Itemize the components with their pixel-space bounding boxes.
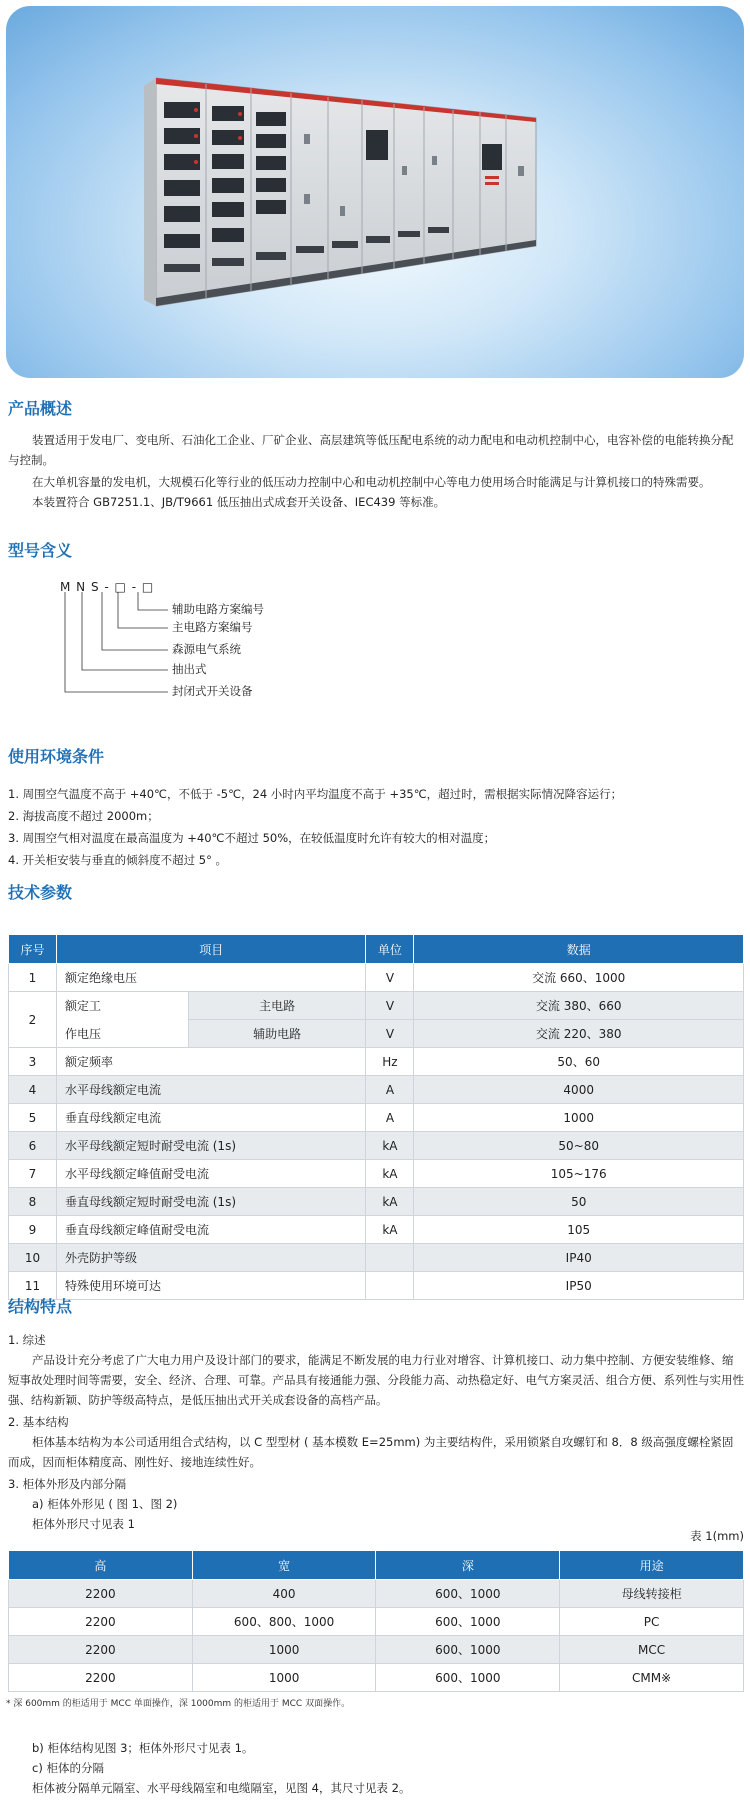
table-row <box>9 1580 744 1608</box>
cell-item: 外壳防护等级 <box>56 1244 366 1272</box>
structure-paragraph-1: 产品设计充分考虑了广大电力用户及设计部门的要求，能满足不断发展的电力行业对增容、计算机接口、动力集中控制、方便安装维修、缩短事故处理时间等需要，安全、经济、合理、可靠。产品具有接通能力强、分段能力高、动热稳定好、电气方案灵活、组合方便、系列性与实用性强、结构新颖、防护等级高特点，是低压抽出式开关成套设备的高档产品。 <box>8 1353 744 1407</box>
cell-use: MCC <box>560 1636 744 1664</box>
table-row <box>9 1160 744 1188</box>
cell-data: 105 <box>414 1216 744 1244</box>
cell-no: 3 <box>9 1048 57 1076</box>
cell-height: 2200 <box>9 1608 193 1636</box>
cell-no: 9 <box>9 1216 57 1244</box>
cell-depth: 600、1000 <box>376 1608 560 1636</box>
cell-unit <box>366 1244 414 1272</box>
section-title-tech: 技术参数 <box>8 883 73 902</box>
structure-item-b: b) 柜体结构见图 3；柜体外形尺寸见表 1。 <box>32 1741 254 1755</box>
cell-item: 特殊使用环境可达 <box>56 1272 366 1300</box>
table-row <box>9 1048 744 1076</box>
table-row <box>9 1076 744 1104</box>
product-photo <box>6 6 744 378</box>
cell-unit: kA <box>366 1216 414 1244</box>
structure-item-a-2: 柜体外形尺寸见表 1 <box>32 1517 135 1531</box>
environment-item-2: 2. 海拔高度不超过 2000m； <box>8 809 159 823</box>
cell-item: 作电压 <box>56 1020 188 1048</box>
cell-depth: 600、1000 <box>376 1636 560 1664</box>
cell-unit <box>366 1272 414 1300</box>
cell-unit: kA <box>366 1188 414 1216</box>
cell-data: IP40 <box>414 1244 744 1272</box>
cell-unit: kA <box>366 1132 414 1160</box>
section-title-overview: 产品概述 <box>8 399 73 418</box>
tech-col-item: 项目 <box>56 935 366 964</box>
cell-data: 1000 <box>414 1104 744 1132</box>
table-row <box>9 1664 744 1692</box>
table-caption: 表 1(mm) <box>690 1529 744 1543</box>
tech-col-unit: 单位 <box>366 935 414 964</box>
switchgear-illustration <box>6 6 744 378</box>
cell-data: 50~80 <box>414 1132 744 1160</box>
table-row <box>9 1020 744 1048</box>
table-row <box>9 1244 744 1272</box>
cell-item: 额定绝缘电压 <box>56 964 366 992</box>
cell-unit: A <box>366 1104 414 1132</box>
structure-heading-1: 1. 综述 <box>8 1333 46 1347</box>
section-title-structure: 结构特点 <box>8 1297 73 1316</box>
structure-item-c-2: 柜体被分隔单元隔室、水平母线隔室和电缆隔室，见图 4，其尺寸见表 2。 <box>32 1781 411 1795</box>
overview-paragraph-2: 在大单机容量的发电机，大规模石化等行业的低压动力控制中心和电动机控制中心等电力使用场合时能满足与计算机接口的特殊需要。 <box>32 475 711 489</box>
cell-use: 母线转接柜 <box>560 1580 744 1608</box>
dimension-table-header <box>9 1551 744 1580</box>
table-row <box>9 1104 744 1132</box>
cell-no: 10 <box>9 1244 57 1272</box>
environment-item-3: 3. 周围空气相对温度在最高温度为 +40℃不超过 50%，在较低温度时允许有较大的相对温度； <box>8 831 496 845</box>
model-label-main-circuit: 主电路方案编号 <box>172 620 253 634</box>
table-row <box>9 1272 744 1300</box>
cell-no: 6 <box>9 1132 57 1160</box>
structure-heading-3: 3. 柜体外形及内部分隔 <box>8 1477 127 1491</box>
dim-col-height: 高 <box>9 1551 193 1580</box>
table-row <box>9 992 744 1020</box>
cell-no: 11 <box>9 1272 57 1300</box>
cell-data: 50 <box>414 1188 744 1216</box>
cell-unit: V <box>366 992 414 1020</box>
cell-unit: V <box>366 1020 414 1048</box>
tech-table-header <box>9 935 744 964</box>
cell-data: 交流 380、660 <box>414 992 744 1020</box>
section-title-environment: 使用环境条件 <box>8 747 105 766</box>
cell-no: 8 <box>9 1188 57 1216</box>
model-code-diagram <box>60 580 320 710</box>
table-footnote: * 深 600mm 的柜适用于 MCC 单面操作，深 1000mm 的柜适用于 MCC 双面操作。 <box>6 1699 351 1709</box>
model-label-withdrawable: 抽出式 <box>172 662 207 676</box>
cell-width: 400 <box>192 1580 376 1608</box>
model-code: M N S - □ - □ <box>60 580 155 594</box>
cell-data: 50、60 <box>414 1048 744 1076</box>
cell-data: 交流 220、380 <box>414 1020 744 1048</box>
section-title-model: 型号含义 <box>8 541 73 560</box>
environment-item-4: 4. 开关柜安装与垂直的倾斜度不超过 5° 。 <box>8 853 228 867</box>
cell-unit: Hz <box>366 1048 414 1076</box>
cell-no: 7 <box>9 1160 57 1188</box>
table-row <box>9 1132 744 1160</box>
cell-depth: 600、1000 <box>376 1664 560 1692</box>
overview-paragraph-1: 装置适用于发电厂、变电所、石油化工企业、厂矿企业、高层建筑等低压配电系统的动力配电和电动机控制中心，电容补偿的电能转换分配与控制。 <box>8 433 734 467</box>
cell-data: 4000 <box>414 1076 744 1104</box>
table-row <box>9 1608 744 1636</box>
cell-use: PC <box>560 1608 744 1636</box>
table-row <box>9 1636 744 1664</box>
cell-unit: A <box>366 1076 414 1104</box>
cell-use: CMM※ <box>560 1664 744 1692</box>
cell-item: 垂直母线额定电流 <box>56 1104 366 1132</box>
cell-item: 水平母线额定峰值耐受电流 <box>56 1160 366 1188</box>
cell-no: 1 <box>9 964 57 992</box>
dim-col-depth: 深 <box>376 1551 560 1580</box>
structure-item-a: a) 柜体外形见 ( 图 1、图 2) <box>32 1497 178 1511</box>
dim-col-use: 用途 <box>560 1551 744 1580</box>
cell-data: 交流 660、1000 <box>414 964 744 992</box>
environment-item-1: 1. 周围空气温度不高于 +40℃，不低于 -5℃，24 小时内平均温度不高于 +35℃，超过时，需根据实际情况降容运行； <box>8 787 623 801</box>
cell-item: 额定工 <box>56 992 188 1020</box>
dim-col-width: 宽 <box>192 1551 376 1580</box>
cell-width: 1000 <box>192 1664 376 1692</box>
cell-data: 105~176 <box>414 1160 744 1188</box>
model-label-enclosed: 封闭式开关设备 <box>172 684 253 698</box>
cell-subitem: 辅助电路 <box>188 1020 366 1048</box>
tech-params-table <box>8 934 744 1300</box>
cell-item: 垂直母线额定短时耐受电流 (1s) <box>56 1188 366 1216</box>
cell-height: 2200 <box>9 1636 193 1664</box>
structure-heading-2: 2. 基本结构 <box>8 1415 69 1429</box>
cell-width: 1000 <box>192 1636 376 1664</box>
cell-data: IP50 <box>414 1272 744 1300</box>
cell-depth: 600、1000 <box>376 1580 560 1608</box>
overview-paragraph-3: 本装置符合 GB7251.1、JB/T9661 低压抽出式成套开关设备、IEC439 等标准。 <box>32 495 446 509</box>
structure-paragraph-2: 柜体基本结构为本公司适用组合式结构，以 C 型型材 ( 基本模数 E=25mm) 为主要结构件，采用锁紧自攻螺钉和 8．8 级高强度螺栓紧固而成，因而柜体精度高、刚性好、接地连续性好。 <box>8 1435 734 1469</box>
cell-unit: kA <box>366 1160 414 1188</box>
table-row <box>9 964 744 992</box>
model-label-system: 森源电气系统 <box>172 642 241 656</box>
cell-item: 垂直母线额定峰值耐受电流 <box>56 1216 366 1244</box>
cell-no: 4 <box>9 1076 57 1104</box>
model-label-aux-circuit: 辅助电路方案编号 <box>172 602 264 616</box>
cell-item: 水平母线额定电流 <box>56 1076 366 1104</box>
cell-height: 2200 <box>9 1580 193 1608</box>
table-row <box>9 1188 744 1216</box>
dimension-table <box>8 1550 744 1692</box>
tech-col-no: 序号 <box>9 935 57 964</box>
cell-height: 2200 <box>9 1664 193 1692</box>
cell-subitem: 主电路 <box>188 992 366 1020</box>
cell-no: 5 <box>9 1104 57 1132</box>
table-row <box>9 1216 744 1244</box>
structure-item-c: c) 柜体的分隔 <box>32 1761 104 1775</box>
cell-width: 600、800、1000 <box>192 1608 376 1636</box>
cell-unit: V <box>366 964 414 992</box>
cell-no: 2 <box>9 992 57 1048</box>
cell-item: 水平母线额定短时耐受电流 (1s) <box>56 1132 366 1160</box>
cell-item: 额定频率 <box>56 1048 366 1076</box>
tech-col-data: 数据 <box>414 935 744 964</box>
